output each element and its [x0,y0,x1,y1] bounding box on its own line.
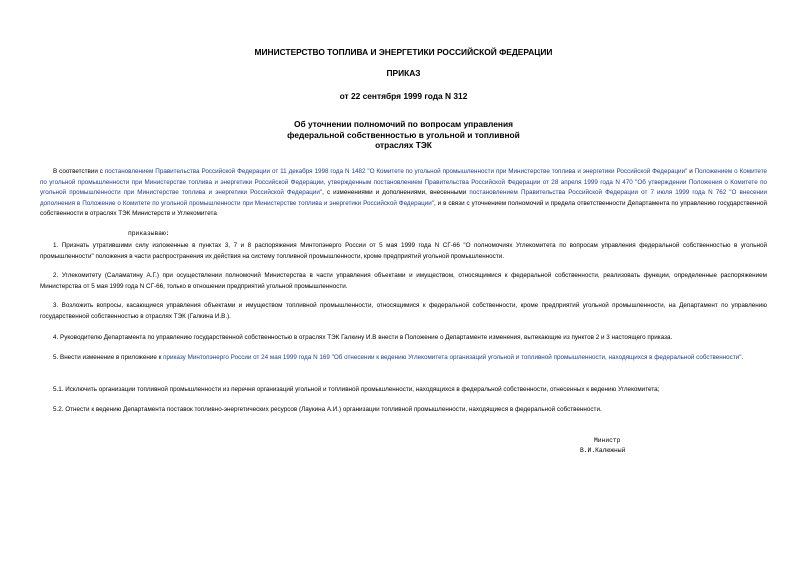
item-4-text: 4. Руководителю Департамента по управлению государственной собственностью в отраслях ТЭК Галкину И.В внести в Положение о Департаменте изменения, вытекающие из пунктов 2 и 3 настоящего приказа. [53,334,673,341]
title-line-2: федеральной собственностью в угольной и топливной [287,129,520,140]
item-3-text: 3. Возложить вопросы, касающиеся управления объектами и имуществом топливной промышленности, относящимися к федеральной собственности, кроме предприятий угольной промышленности, на Департамент по управлению государственной собственностью в отраслях ТЭК (Галкина И.В.). [40,302,767,320]
item-5-text-1: 5. Внести изменение в приложение к [53,354,164,361]
item-5-2 [40,405,767,416]
item-4 [40,333,767,344]
item-5-text-2: . [741,354,744,361]
item-5-1 [40,385,767,396]
orders-word: приказываю: [128,230,170,237]
item-3 [40,301,767,322]
preamble-text-4: , и в связи с уточнением полномочий и предела ответственности Департамента по управлению государственной собственности в отраслях ТЭК Министерств и Углекомитета [40,199,767,218]
document-date: от 22 сентября 1999 года N 312 [339,91,468,101]
document-type: ПРИКАЗ [386,68,421,78]
item-1-text: 1. Признать утратившими силу изложенные в пунктах 3, 7 и 8 распоряжения Минтопэнерго России от 5 мая 1999 года N СГ-66 "О полномочиях Углекомитета по вопросам управления федеральной собственностью в угольной промышленности" положения в части распространения их действия на систему топливной промышленности, кроме предприятий угольной промышленности. [40,242,767,260]
preamble [40,167,767,220]
title-line-1: Об уточнении полномочий по вопросам управления [293,119,514,129]
signature-name: В.И.Калюжный [580,447,626,454]
link-regulation-470[interactable]: Положением о Комитете по угольной промышленности при Министерстве топлива и энергетики Российской Федерации, утвержденным постановлением Правительства Российской Федерации от 28 апреля 1999 года N 470 "Об утверждении Положения о Комитете по угольной промышленности при Министерстве топлива и энергетики Российской Федерации" [40,168,768,197]
item-5 [40,353,767,364]
item-2-text: 2. Углекомитету (Саламатину А.Г.) при осуществлении полномочий Министерства в части управления объектами и имуществом, относящимися к федеральной собственности, реализовать функции, определенные распоряжением Министерства от 5 мая 1999 года N СГ-66, только в отношении предприятий угольной промышленности. [40,272,767,290]
item-2 [40,271,767,292]
link-resolution-762[interactable]: постановлением Правительства Российской Федерации от 7 июля 1999 года N 762 "О внесении дополнения в Положение о Комитете по угольной промышленности при Министерстве топлива и энергетики Российской Федерации" [40,189,767,207]
ministry-name: МИНИСТЕРСТВО ТОПЛИВА И ЭНЕРГЕТИКИ РОССИЙСКОЙ ФЕДЕРАЦИИ [254,47,553,57]
preamble-text-2: и [687,168,695,175]
signature-position: Министр [594,437,621,444]
link-resolution-1482[interactable]: постановлением Правительства Российской Федерации от 11 декабря 1998 года N 1482 "О Комитете по угольной промышленности при Министерстве топлива и энергетики Российской Федерации" [104,168,688,175]
document-title [0,119,807,151]
item-5-2-text: 5.2. Отнести к ведению Департамента поставок топливно-энергетических ресурсов (Лаукина А.И.) организации топливной промышленности, находящиеся в федеральной собственности. [53,406,602,413]
item-1 [40,241,767,262]
title-line-3: отраслях ТЭК [375,140,432,150]
preamble-text-1: В соответствии с [53,168,105,175]
preamble-text-3: , с изменениями и дополнениями, внесенными [322,189,470,197]
item-5-1-text: 5.1. Исключить организации топливной промышленности из перечня организаций угольной и топливной промышленности, находящихся в федеральной собственности, отнесенных к ведению Углекомитета; [53,386,660,393]
link-order-169[interactable]: приказу Минтопэнерго России от 24 мая 1999 года N 169 "Об отнесении к ведению Углекомитета организаций угольной и топливной промышленности, находящихся в федеральной собственности" [163,354,742,361]
